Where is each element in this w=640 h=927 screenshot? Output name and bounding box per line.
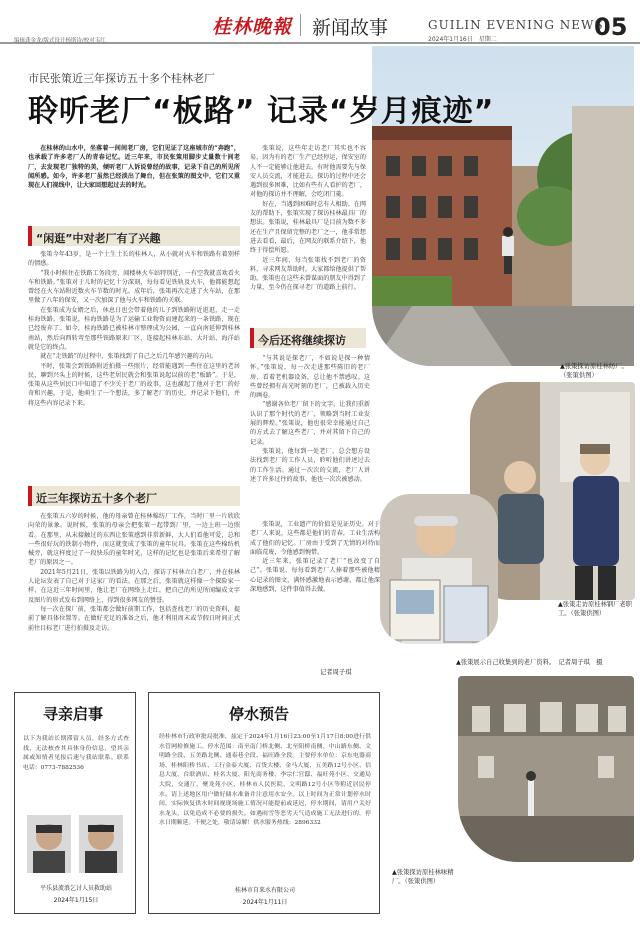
body-paragraph: 张策说，他每到一处老厂，总会想方设法找到老厂的工作人员，聆听他们讲述过去的工作生活。通过一次次的交流，老厂人讲述了许多过往的故事，他也一次次被感动。 bbox=[250, 447, 370, 483]
subhead-continue: 今后还将继续探访 bbox=[250, 328, 366, 348]
english-title: GUILIN EVENING NEWS bbox=[428, 18, 604, 32]
page-number: 05 bbox=[594, 13, 628, 41]
newspaper-logo: 桂林晚報 bbox=[212, 16, 293, 38]
caption-msg-factory: ▲张策探访原桂林味精厂。（张策供图） bbox=[392, 869, 454, 885]
body-paragraph: 近三年来，张策记录了老厂“也改变了自己”。张策说，每每看到老厂人捧着那些被他精心记录的图文，满怀感激地表示感谢，都让他深深地感到，这件事值得去做。 bbox=[250, 558, 380, 594]
missing-person-photo-1 bbox=[27, 815, 71, 873]
body-paragraph: 就在“走铁路”的过程中，张策找到了自己之后几年感兴趣的方向。 bbox=[40, 353, 218, 361]
body-paragraph: 好在，当遇到困难时总有人相助。在网友的帮助下，张策实现了探访桂林最具厂的想法。张策说，桂林最具厂是目前为数不多还在生产且保留完整的老厂之一，他非常想进去看看，最后，在网友的联系介绍下，他终于得偿所愿。 bbox=[250, 200, 366, 255]
caption-textile-mill: ▲张策探访原桂林纺厂。（张策供图） bbox=[560, 363, 628, 379]
article-col2-bottom bbox=[250, 354, 370, 514]
body-paragraph: 近三年间，每当张策找不到老厂的资料，寻求网友帮助时，大家都给他提供了帮助。张策也在这些未曾谋面的朋友中得到了力量，至今仍在探寻老厂的道路上前行。 bbox=[250, 256, 366, 292]
article-headline: 聆听老厂“板路” 记录“岁月痕迹” bbox=[28, 94, 495, 129]
body-paragraph: 平时，张策会到铁路附近拍摄一些照片，经常能遇到一些住在这里的老居民，聊到兴头上的时候，这些老居民就会和张策说起以前的老“板路”。于是，张策从这些居民口中知道了不少关于老厂的故事，这也激起了他对于老厂的好奇和兴趣。于是，他萌生了一个想法，多了解老厂的历史，并记录下他们，并将这些内容记录下来。 bbox=[28, 362, 240, 407]
article-lead bbox=[28, 144, 240, 222]
notice-family-signature: 平乐县流浪乞讨人员救助站 bbox=[39, 885, 112, 892]
subhead-fifty-factories: 近三年探访五十多个老厂 bbox=[28, 486, 240, 506]
article-col1-bottom bbox=[28, 512, 240, 680]
notice-water-outage bbox=[148, 692, 380, 914]
notice-family-date: 2024年1月15日 bbox=[53, 897, 99, 904]
photo-collector-image bbox=[380, 494, 498, 644]
body-paragraph: 2021年5月21日，张策以铁路为切入点，探访了桂林立白老厂，并在桂林人论坛发表了自己对于这家厂的看法。在那之后，张策就这样像一个探险家一样，在这近三年时间里，他让老厂在网络上走红，把自己的所见所闻编成文字及图片的形式发布到网络上，得到很多网友的赞誉。 bbox=[28, 568, 240, 604]
body-paragraph: 每一次在探厂前，张策都会做好前期工作，包括查找老厂的历史资料，提前了解具体位置等。在做好充足的准备之后，他才利用周末或节假日时间正式前往目标老厂进行拍摄及走访。 bbox=[28, 605, 240, 632]
page-header bbox=[0, 0, 640, 44]
notice-family-body: 以下为我站长期滞留人员，经多方式查找，无法核查其具体身份信息，望其亲属或知情者见报后速与我站联系。联系电话：0773-7882536 bbox=[23, 736, 129, 771]
body-paragraph: “我小时候住在铁路工务段旁，闻楼林火车站特别近，一有空我就喜欢看火车和铁路。”张策对于儿时的记忆十分深刻，每每看见铁轨及火车，他都能想起曾经在火车站附近数火车节数的时光。成年后，张策再次走进了火车站，在那里做了八年的保安，又一次加深了他与火车和铁路的关联。 bbox=[28, 269, 240, 305]
lead-paragraph: 在桂林的山水中，坐落着一间间老厂房，它们见证了这座城市的“奔跑”，也承载了许多老厂人的青春记忆。近三年来，市民张策用脚步丈量数十间老厂，去发现老厂独特的美，倾听老厂人诉说曾经的故事，记录下自己的所见所闻所感。如今，许多老厂虽然已经淡出了舞台，但在张策的图文中，它们又重现在人们视线中，让大家回想起过去的时光。 bbox=[28, 145, 240, 190]
notice-water-title: 停水预告 bbox=[229, 705, 290, 723]
body-paragraph: “与其说是探老厂，不如说是探一种情怀。”张策说，每一次走进那些陈旧的老厂房，看着老机器设备，总让他不禁感叹。这些曾经拥有高光时刻的老厂，已被载入历史的画卷。 bbox=[250, 355, 370, 400]
section-title: 新闻故事 bbox=[312, 17, 389, 39]
notice-family-title: 寻亲启事 bbox=[43, 705, 104, 723]
body-paragraph: “感谢各位老厂留下的文字，让我们重新认识了那个时代的老厂，领略到当时工业发展的辉煌。”张策说，他也很荣幸能通过自己的方式去了解这些老厂，并对其留下自己的记录。 bbox=[250, 401, 370, 446]
body-paragraph: 在张策五六岁的时候，他的母亲曾在桂林棉纺厂工作，当时厂里一片欣欣向荣的景象。说时候，张策的母亲会把张策一起带到厂里，一边上班一边照看。在那里，从未接触过的东西让张策感到非常新鲜，大人们看他可爱，总和一些很好玩的铁制小物件，而这就变成了张策的童年玩具。张策在这些棉纺机械旁，就这样度过了一段快乐的童年时光，这样的记忆也是张策后来希望了解老厂的原因之一。 bbox=[28, 513, 240, 567]
byline: 记者周子琪 bbox=[320, 669, 352, 676]
photo-msg-factory-image bbox=[458, 676, 634, 862]
header-divider bbox=[300, 14, 301, 36]
notice-family-search bbox=[14, 692, 136, 914]
article-col3 bbox=[250, 520, 380, 655]
editors-credit: 编辑龚金龙/版式设计杨斯诗/校对韦红 bbox=[14, 38, 106, 44]
caption-steel-veteran: ▲张策走访原桂林钢厂老职工。（张策供图） bbox=[558, 601, 633, 617]
body-paragraph: 张策说，工业遗产的价值是见证历史。对于老厂人来说，这些都是他们的青春，工业生活构成了他们的记忆。厂房由于受到了无情的对待而面临荒废，令他感到惋惜。 bbox=[250, 521, 380, 556]
article-col1 bbox=[28, 250, 240, 482]
missing-person-photo-2 bbox=[79, 815, 123, 873]
body-paragraph: 张策今年43岁，是一个土生土长的桂林人，从小就对火车和铁路有着别样的情感。 bbox=[28, 251, 240, 268]
article-kicker: 市民张策近三年探访五十多个桂林老厂 bbox=[28, 72, 215, 85]
article-col2-top bbox=[250, 144, 366, 319]
photo-msg-factory bbox=[458, 676, 634, 862]
body-paragraph: 张策说，这些年走访老厂其实也不容易，因为有的老厂生产已经停运，保安室的人不一定能够让他进去。有时他需要先与保安人员交流，才能进去。探访的过程中还会遇到很多困难，比如有些有人看护的老厂，对他的探访并不理解，会吃闭门羹。 bbox=[250, 145, 366, 199]
caption-collector: ▲张策展示自己收集到的老厂资料。 记者周子琪 摄 bbox=[456, 659, 603, 666]
notice-water-signature: 桂林市自来水有限公司 bbox=[234, 887, 295, 894]
issue-date: 2024年1月16日 星期二 bbox=[428, 36, 497, 43]
notice-water-body: 经桂林市行政审批局批准，兹定于2024年1月16日23:00至1月17日8:00进行供水管网检修施工。停水范围：南至南门桥北侧、北至阳桥南侧、中山路东侧、文明路全段、五美路北侧、通泰巷全段、福旺路全段。主要停水单位：京东电器商场、桂林阳桥书店、工行金泰大厦、百货大楼、金马大厦、五美路12号小区、信息大厦、台联酒店、桂名大厦、阳光商务楼、李宗仁官邸、福旺苑小区、交通局大院、交通厅、聚龙苑小区、桂林市人民医院、文明路12号小区等附近居民停水。请上述地区用户做好储水准备并注意用水安全。以上时间为正常计划停水时间，实际恢复供水时间视现场施工情况可能提前或延迟，停水期间，请用户关好水龙头，以免造成不必要的损失。如遇雨雪等恶劣天气造成施工无法进行的，停水日期顺延。不便之处，敬请谅解！供水服务热线：2896332 bbox=[159, 734, 371, 827]
photo-collector bbox=[380, 494, 498, 644]
notice-water-date: 2024年1月11日 bbox=[242, 899, 288, 906]
subhead-interest: “闲逛”中对老厂有了兴趣 bbox=[28, 226, 240, 246]
body-paragraph: 在张策成为女婿之后，休息日也会带着他的儿子到铁路附近逛逛，走一走桂海铁路。张策说，桂海铁路是为了运输工业物资而建起来的一条铁路，现在已经废弃了。如今，桂海铁路已被桂林市整理成为公园，一直向南延伸到桂林南站，然后向西转弯至那些铁路原来厂区，连接起桂林东站、大圩站、海洋站就是它的终点。 bbox=[28, 306, 240, 351]
